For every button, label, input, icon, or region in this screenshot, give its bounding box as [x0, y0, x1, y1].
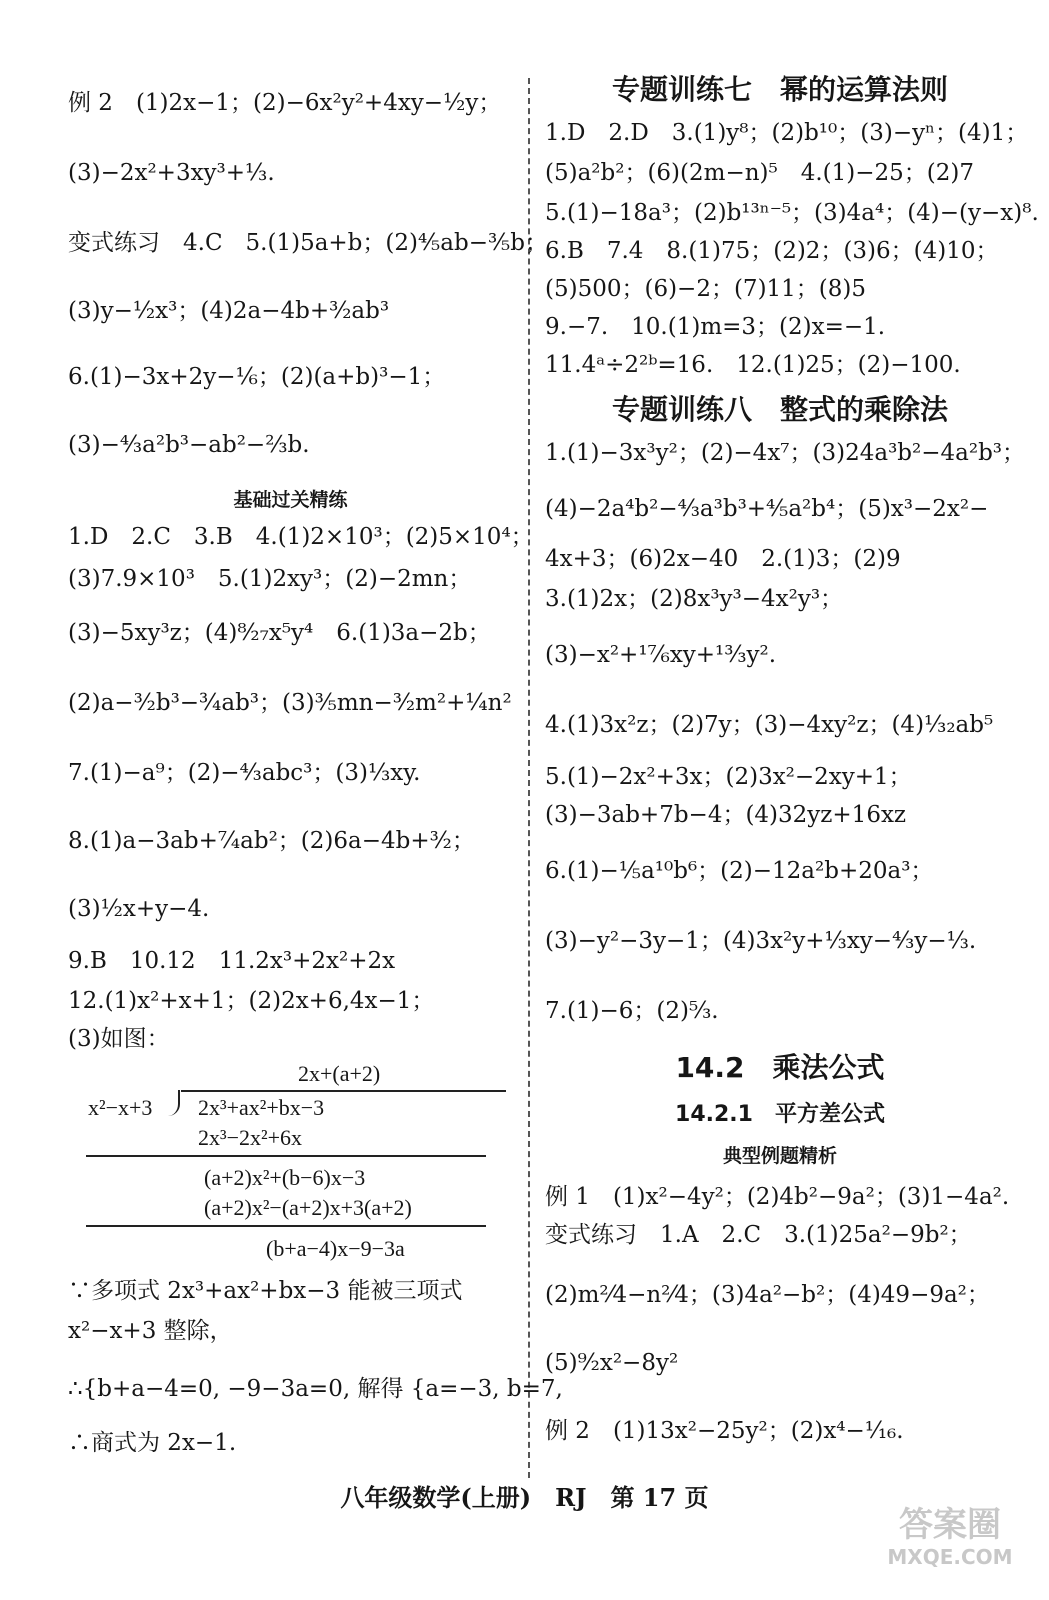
answer-line: (3)y−½x³；(4)2a−4b+³⁄₂ab³	[68, 298, 390, 324]
answer-line: 7.(1)−6；(2)⁵⁄₃.	[545, 998, 719, 1024]
division-dividend: 2x³+ax²+bx−3	[198, 1095, 325, 1120]
answer-line: 变式练习 1.A 2.C 3.(1)25a²−9b²；	[545, 1222, 972, 1248]
division-step-2: (a+2)x²−(a+2)x+3(a+2)	[204, 1195, 412, 1220]
division-rule-1	[86, 1155, 486, 1157]
answer-line: (3)−2x²+3xy³+⅓.	[68, 160, 275, 186]
section-heading: 专题训练七 幂的运算法则	[611, 73, 948, 106]
division-top-rule	[181, 1090, 506, 1092]
answer-line: 7.(1)−a⁹；(2)−⁴⁄₃abc³；(3)⅓xy.	[68, 760, 421, 786]
page-footer: 八年级数学(上册) RJ 第 17 页	[340, 1483, 709, 1512]
answer-line: (2)m²⁄4−n²⁄4；(3)4a²−b²；(4)49−9a²；	[545, 1282, 990, 1308]
division-quotient: 2x+(a+2)	[298, 1061, 381, 1086]
answer-line: ∴商式为 2x−1.	[68, 1430, 237, 1456]
answer-line: 6.B 7.4 8.(1)75；(2)2；(3)6；(4)10；	[545, 238, 999, 264]
answer-line: ∴{b+a−4=0, −9−3a=0, 解得 {a=−3, b=7,	[68, 1376, 563, 1402]
subsection-heading: 14.2.1 平方差公式	[675, 1102, 885, 1127]
answer-line: (3)−5xy³z；(4)⁸⁄₂₇x⁵y⁴ 6.(1)3a−2b；	[68, 620, 491, 646]
watermark-text: 答案圈	[899, 1505, 1001, 1545]
answer-line: (5)⁹⁄₂x²−8y²	[545, 1350, 679, 1376]
answer-line: (3)7.9×10³ 5.(1)2xy³；(2)−2mn；	[68, 566, 472, 592]
watermark-logo	[880, 1505, 1020, 1590]
answer-line: (5)a²b²；(6)(2m−n)⁵ 4.(1)−25；(2)7	[545, 160, 975, 186]
answer-line: (4)−2a⁴b²−⁴⁄₃a³b³+⁴⁄₅a²b⁴；(5)x³−2x²−	[545, 496, 989, 522]
answer-line: 8.(1)a−3ab+⁷⁄₄ab²；(2)6a−4b+³⁄₂；	[68, 828, 475, 854]
answer-line: 4x+3；(6)2x−40 2.(1)3；(2)9	[545, 546, 901, 572]
watermark-url: MXQE.COM	[887, 1545, 1013, 1569]
division-divisor: x²−x+3	[88, 1095, 153, 1120]
division-remainder-2: (b+a−4)x−9−3a	[266, 1236, 405, 1261]
division-bracket	[168, 1090, 180, 1116]
answer-line: 1.D 2.D 3.(1)y⁸；(2)b¹⁰；(3)−yⁿ；(4)1；	[545, 120, 1029, 146]
answer-line: 变式练习 4.C 5.(1)5a+b；(2)⁴⁄₅ab−³⁄₅b；	[68, 230, 548, 256]
long-division-diagram	[86, 1060, 506, 1270]
answer-line: (3)−⁴⁄₃a²b³−ab²−⅔b.	[68, 432, 310, 458]
answer-line: 5.(1)−18a³；(2)b¹³ⁿ⁻⁵；(3)4a⁴；(4)−(y−x)⁸.	[545, 200, 1039, 226]
answer-line: 12.(1)x²+x+1；(2)2x+6,4x−1；	[68, 988, 435, 1014]
answer-line: 例 2 (1)13x²−25y²；(2)x⁴−¹⁄₁₆.	[545, 1418, 904, 1444]
answer-line: 6.(1)−3x+2y−⅙；(2)(a+b)³−1；	[68, 364, 446, 390]
answer-line: 9.B 10.12 11.2x³+2x²+2x	[68, 948, 396, 974]
answer-line: 6.(1)−⅕a¹⁰b⁶；(2)−12a²b+20a³；	[545, 858, 934, 884]
subsection-heading: 典型例题精析	[722, 1145, 837, 1167]
division-remainder-1: (a+2)x²+(b−6)x−3	[204, 1165, 366, 1190]
answer-line: (3)−x²+¹⁷⁄₆xy+¹³⁄₃y².	[545, 642, 777, 668]
answer-line: 1.D 2.C 3.B 4.(1)2×10³；(2)5×10⁴；	[68, 524, 534, 550]
column-divider	[528, 78, 530, 1478]
answer-line: 9.−7. 10.(1)m=3；(2)x=−1.	[545, 314, 886, 340]
answer-line: 3.(1)2x；(2)8x³y³−4x²y³；	[545, 586, 844, 612]
section-heading: 14.2 乘法公式	[675, 1051, 885, 1084]
answer-line: 例 1 (1)x²−4y²；(2)4b²−9a²；(3)1−4a².	[545, 1184, 1010, 1210]
answer-line: (2)a−³⁄₂b³−¾ab³；(3)³⁄₅mn−³⁄₂m²+¼n²	[68, 690, 512, 716]
division-step-1: 2x³−2x²+6x	[198, 1125, 303, 1150]
answer-line: ∵多项式 2x³+ax²+bx−3 能被三项式	[68, 1278, 463, 1304]
answer-line: 11.4ᵃ÷2²ᵇ=16. 12.(1)25；(2)−100.	[545, 352, 961, 378]
answer-line: (3)−3ab+7b−4；(4)32yz+16xz	[545, 802, 907, 828]
division-rule-2	[86, 1225, 486, 1227]
section-heading: 基础过关精练	[233, 489, 348, 511]
section-heading: 专题训练八 整式的乘除法	[611, 393, 948, 426]
answer-line: (3)如图：	[68, 1026, 170, 1052]
answer-line: 4.(1)3x²z；(2)7y；(3)−4xy²z；(4)¹⁄₃₂ab⁵	[545, 712, 994, 738]
answer-line: x²−x+3 整除，	[68, 1318, 233, 1344]
answer-line: 例 2 (1)2x−1；(2)−6x²y²+4xy−½y；	[68, 90, 502, 116]
answer-line: (5)500；(6)−2；(7)11；(8)5	[545, 276, 867, 302]
answer-line: (3)−y²−3y−1；(4)3x²y+⅓xy−⁴⁄₃y−⅓.	[545, 928, 977, 954]
answer-line: (3)½x+y−4.	[68, 896, 210, 922]
answer-line: 5.(1)−2x²+3x；(2)3x²−2xy+1；	[545, 764, 912, 790]
answer-line: 1.(1)−3x³y²；(2)−4x⁷；(3)24a³b²−4a²b³；	[545, 440, 1026, 466]
